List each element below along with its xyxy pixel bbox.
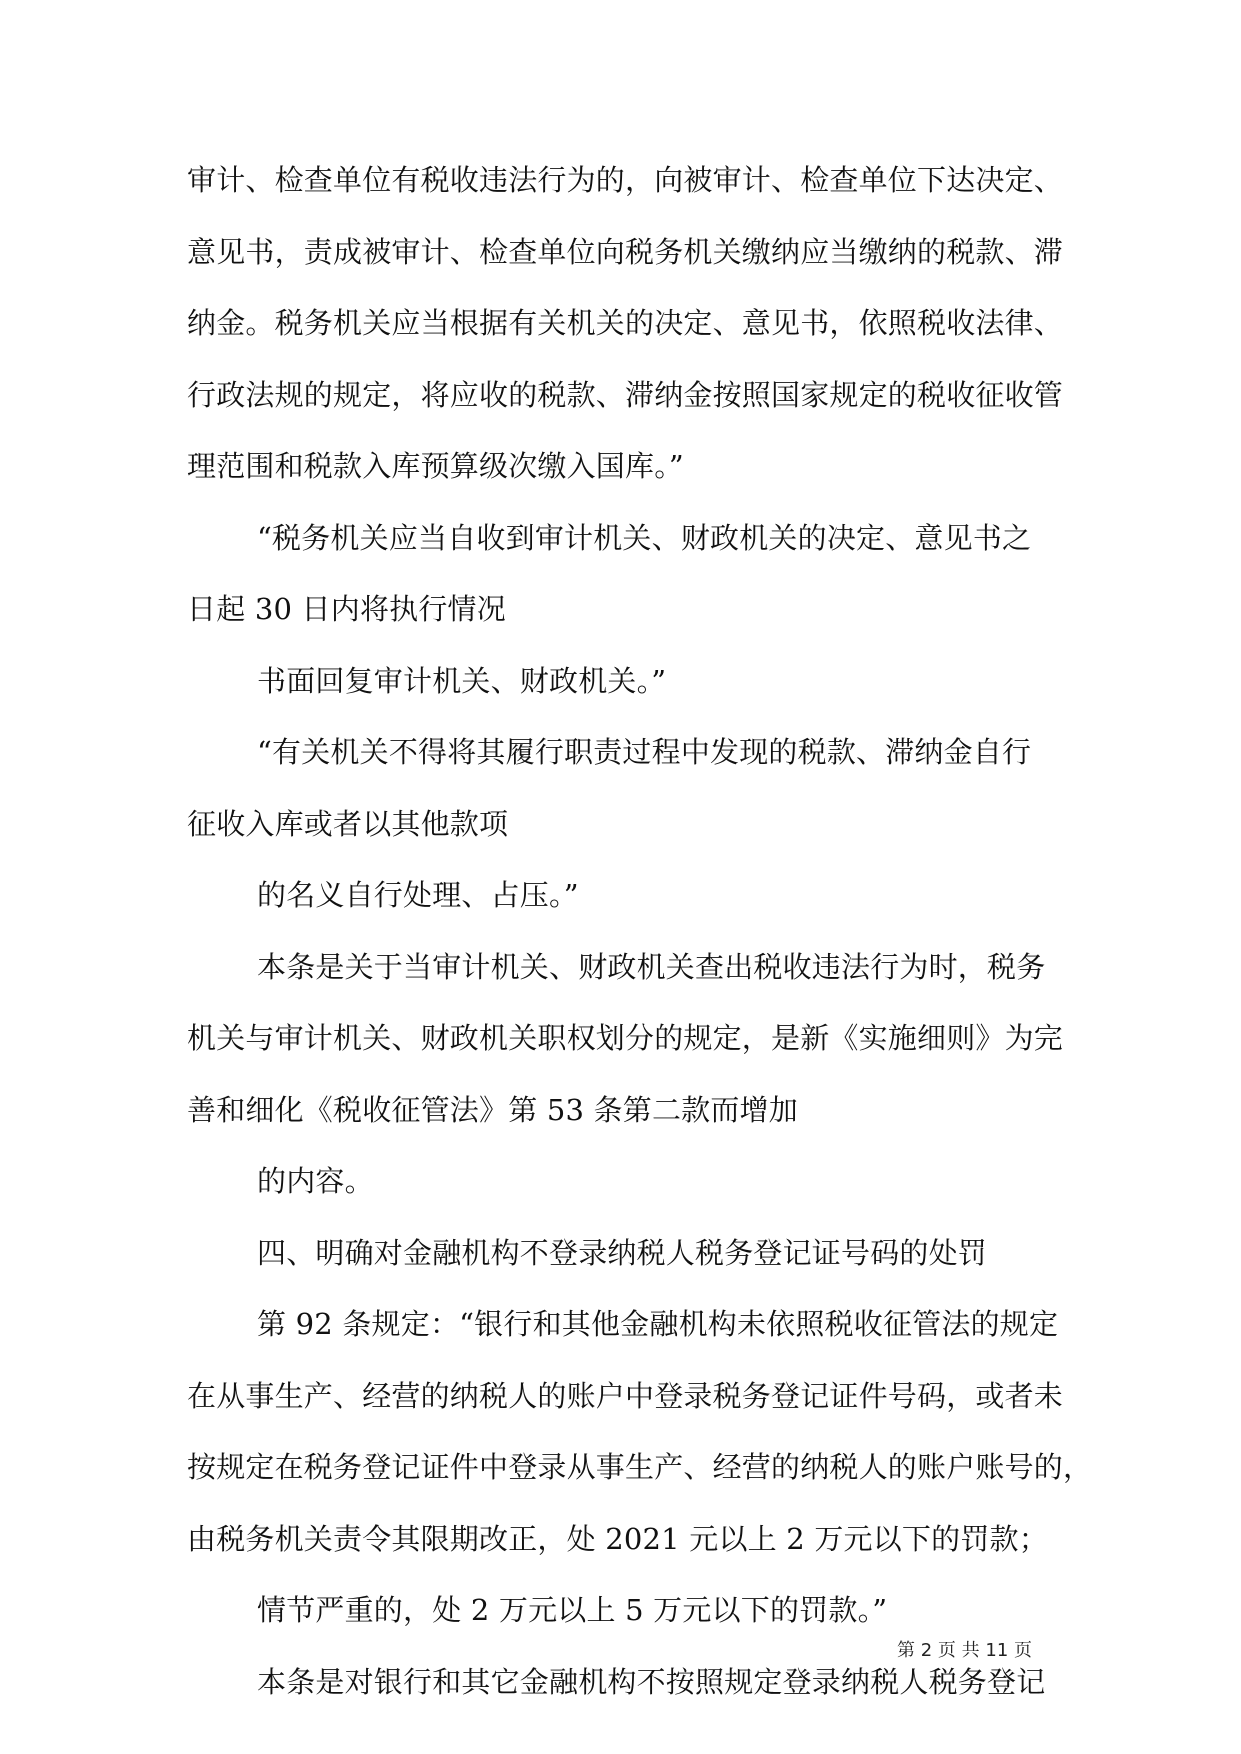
- current-page-number: 2: [920, 1640, 933, 1661]
- page-footer: [897, 1637, 1057, 1665]
- text-line: 审计、检查单位有税收违法行为的，向被审计、检查单位下达决定、: [187, 163, 1064, 197]
- footer-prefix: 第: [897, 1640, 915, 1661]
- text-line: 第 92 条规定：“银行和其他金融机构未依照税收征管法的规定: [257, 1307, 1059, 1341]
- footer-middle: 页 共: [937, 1640, 980, 1661]
- text-line: 本条是关于当审计机关、财政机关查出税收违法行为时，税务: [257, 949, 1046, 984]
- text-line: 征收入库或者以其他款项: [187, 806, 509, 841]
- text-line: 行政法规的规定，将应收的税款、滞纳金按照国家规定的税收征收管: [187, 377, 1064, 412]
- text-line: 情节严重的，处 2 万元以上 5 万元以下的罚款。”: [257, 1593, 888, 1627]
- text-line: 的名义自行处理、占压。”: [257, 878, 579, 912]
- text-line: 书面回复审计机关、财政机关。”: [257, 663, 667, 698]
- text-line: 意见书，责成被审计、检查单位向税务机关缴纳应当缴纳的税款、滞: [187, 234, 1064, 269]
- text-line: 机关与审计机关、财政机关职权划分的规定，是新《实施细则》为完: [187, 1021, 1064, 1055]
- document-body: [187, 145, 1093, 1718]
- footer-suffix: 页: [1014, 1640, 1033, 1661]
- text-line: 本条是对银行和其它金融机构不按照规定登录纳税人税务登记: [257, 1664, 1046, 1699]
- text-line: 的内容。: [257, 1164, 374, 1198]
- text-line: 理范围和税款入库预算级次缴入国库。”: [187, 449, 684, 483]
- text-line: 日起 30 日内将执行情况: [187, 592, 506, 626]
- text-line: 按规定在税务登记证件中登录从事生产、经营的纳税人的账户账号的，: [187, 1450, 1093, 1484]
- text-line: 善和细化《税收征管法》第 53 条第二款而增加: [187, 1092, 798, 1127]
- text-line: 由税务机关责令其限期改正，处 2021 元以上 2 万元以下的罚款；: [187, 1521, 1048, 1556]
- text-line: 在从事生产、经营的纳税人的账户中登录税务登记证件号码，或者未: [187, 1378, 1064, 1413]
- text-line: “税务机关应当自收到审计机关、财政机关的决定、意见书之: [257, 520, 1032, 555]
- total-page-count: 11: [985, 1640, 1009, 1661]
- text-line: “有关机关不得将其履行职责过程中发现的税款、滞纳金自行: [257, 735, 1032, 769]
- text-line: 纳金。税务机关应当根据有关机关的决定、意见书，依照税收法律、: [187, 306, 1064, 340]
- text-line: 四、明确对金融机构不登录纳税人税务登记证号码的处罚: [257, 1235, 988, 1270]
